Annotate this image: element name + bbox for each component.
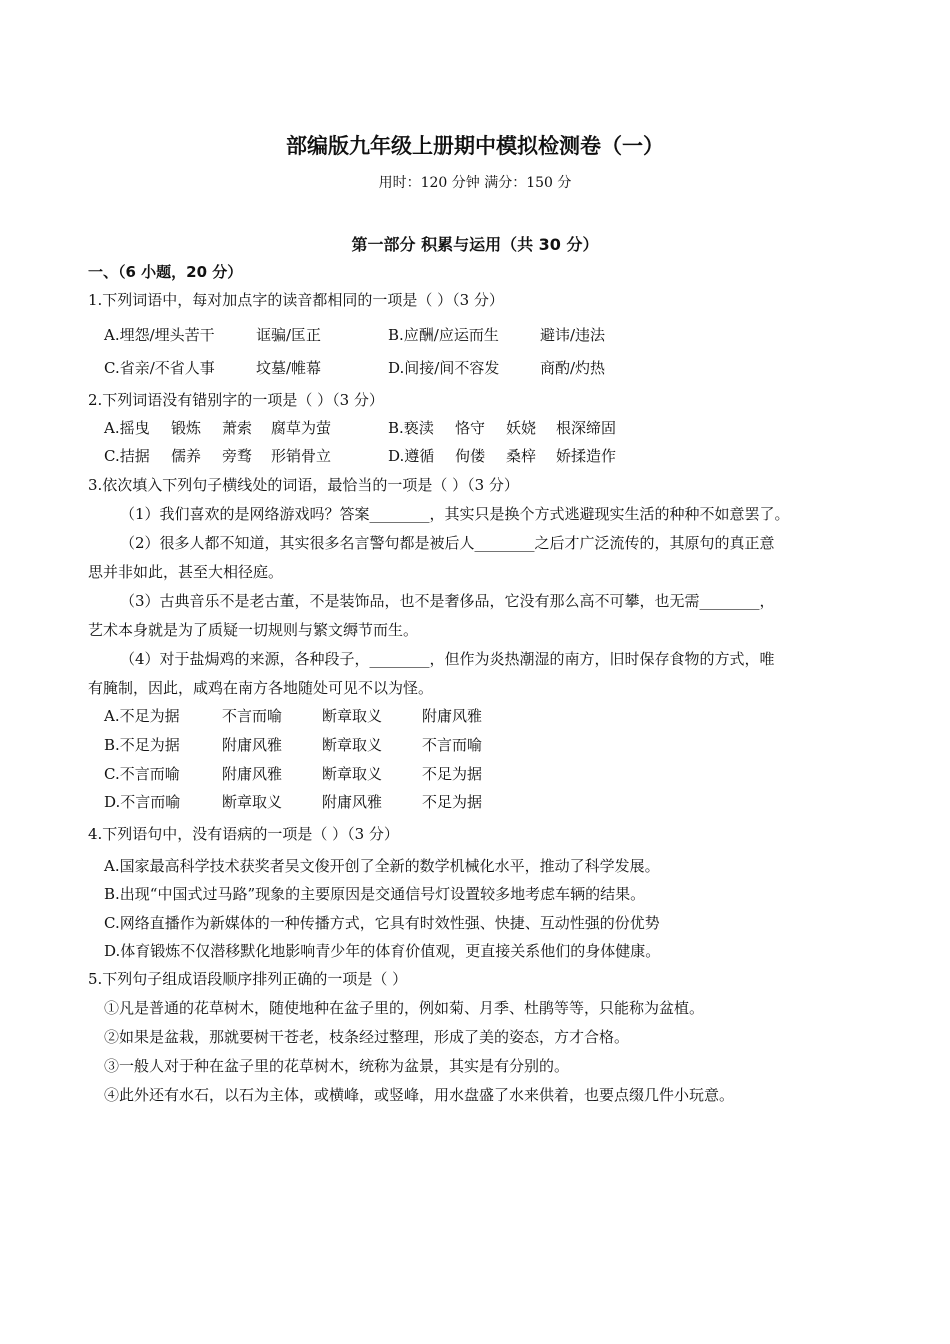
- q2-option-c-3: 旁骛: [222, 447, 253, 465]
- q3-sentence-4: （4）对于盐焗鸡的来源，各种段子，________，但作为炎热潮湿的南方，旧时保存食物的方式，唯: [120, 650, 775, 668]
- q1-option-a-word2: 诓骗/匡正: [256, 326, 322, 344]
- q3-option-c-2: 附庸风雅: [222, 765, 283, 783]
- q5-sentence-1: ①凡是普通的花草树木，随使地种在盆子里的，例如菊、月季、杜鹃等等，只能称为盆植。: [104, 999, 705, 1017]
- q2-option-a-4: 腐草为萤: [271, 419, 332, 437]
- q1-option-b-word2: 避讳/违法: [540, 326, 606, 344]
- q2-option-b-1: B.亵渎: [388, 419, 434, 437]
- q2-option-d-3: 桑梓: [506, 447, 537, 465]
- q3-option-c-1: C.不言而喻: [104, 765, 180, 783]
- q3-option-c-3: 断章取义: [322, 765, 383, 783]
- question-5-stem: 5.下列句子组成语段顺序排列正确的一项是（ ）: [88, 970, 408, 988]
- q3-option-d-3: 附庸风雅: [322, 793, 383, 811]
- question-3-stem: 3.依次填入下列句子横线处的词语，最恰当的一项是（ ）（3 分）: [88, 476, 519, 494]
- q3-option-b-2: 附庸风雅: [222, 736, 283, 754]
- q5-sentence-2: ②如果是盆栽，那就要树干苍老，枝条经过整理，形成了美的姿态，方才合格。: [104, 1028, 630, 1046]
- q2-option-b-4: 根深缔固: [556, 419, 617, 437]
- q3-option-b-4: 不言而喻: [422, 736, 483, 754]
- q3-sentence-2-cont: 思并非如此，甚至大相径庭。: [88, 563, 284, 581]
- q3-sentence-4-cont: 有腌制，因此，咸鸡在南方各地随处可见不以为怪。: [88, 679, 434, 697]
- q3-option-a-2: 不言而喻: [222, 707, 283, 725]
- page-title: 部编版九年级上册期中模拟检测卷（一）: [286, 134, 664, 158]
- q2-option-d-4: 娇揉造作: [556, 447, 617, 465]
- q3-option-d-4: 不足为据: [422, 793, 483, 811]
- q3-option-d-2: 断章取义: [222, 793, 283, 811]
- q2-option-b-2: 恪守: [455, 419, 486, 437]
- q1-option-b: B.应酬/应运而生: [388, 326, 499, 344]
- q5-sentence-4: ④此外还有水石，以石为主体，或横峰，或竖峰，用水盘盛了水来供着，也要点缀几件小玩意。: [104, 1086, 735, 1104]
- q2-option-c-1: C.拮据: [104, 447, 150, 465]
- q4-option-b: B.出现“中国式过马路”现象的主要原因是交通信号灯设置较多地考虑车辆的结果。: [104, 885, 646, 903]
- q4-option-d: D.体育锻炼不仅潜移默化地影响青少年的体育价值观，更直接关系他们的身体健康。: [104, 942, 661, 960]
- q2-option-c-4: 形销骨立: [271, 447, 332, 465]
- q2-option-d-2: 佝偻: [455, 447, 486, 465]
- question-1-stem: 1.下列词语中，每对加点字的读音都相同的一项是（ ）（3 分）: [88, 291, 504, 309]
- q3-option-a-1: A.不足为据: [104, 707, 180, 725]
- q4-option-a: A.国家最高科学技术获奖者吴文俊开创了全新的数学机械化水平，推动了科学发展。: [104, 857, 660, 875]
- q3-option-c-4: 不足为据: [422, 765, 483, 783]
- exam-info: 用时：120 分钟 满分：150 分: [378, 175, 572, 191]
- q3-option-b-3: 断章取义: [322, 736, 383, 754]
- question-2-stem: 2.下列词语没有错别字的一项是（ ）（3 分）: [88, 391, 384, 409]
- q3-option-a-4: 附庸风雅: [422, 707, 483, 725]
- q1-option-d: D.间接/间不容发: [388, 359, 500, 377]
- q2-option-a-2: 锻炼: [171, 419, 202, 437]
- q1-option-d-word2: 商酌/灼热: [540, 359, 606, 377]
- q3-option-b-1: B.不足为据: [104, 736, 180, 754]
- part-heading: 第一部分 积累与运用（共 30 分）: [351, 235, 599, 254]
- q2-option-c-2: 儒养: [171, 447, 202, 465]
- q4-option-c: C.网络直播作为新媒体的一种传播方式，它具有时效性强、快捷、互动性强的份优势: [104, 914, 660, 932]
- q1-option-a: A.埋怨/埋头苦干: [104, 326, 215, 344]
- q2-option-d-1: D.遵循: [388, 447, 435, 465]
- q3-option-d-1: D.不言而喻: [104, 793, 181, 811]
- question-4-stem: 4.下列语句中，没有语病的一项是（ ）（3 分）: [88, 825, 399, 843]
- q1-option-c-word2: 坟墓/帷幕: [256, 359, 322, 377]
- q3-sentence-3: （3）古典音乐不是老古董，不是装饰品，也不是奢侈品，它没有那么高不可攀，也无需________，: [120, 592, 775, 610]
- q1-option-c: C.省亲/不省人事: [104, 359, 215, 377]
- q3-sentence-3-cont: 艺术本身就是为了质疑一切规则与繁文缛节而生。: [88, 621, 419, 639]
- q3-sentence-2: （2）很多人都不知道，其实很多名言警句都是被后人________之后才广泛流传的，其原句的真正意: [120, 534, 775, 552]
- q2-option-b-3: 妖娆: [506, 419, 537, 437]
- q2-option-a-3: 萧索: [222, 419, 253, 437]
- q2-option-a-1: A.摇曳: [104, 419, 150, 437]
- q5-sentence-3: ③一般人对于种在盆子里的花草树木，统称为盆景，其实是有分别的。: [104, 1057, 570, 1075]
- q3-sentence-1: （1）我们喜欢的是网络游戏吗？答案________，其实只是换个方式逃避现实生活的种种不如意罢了。: [120, 505, 790, 523]
- section-heading: 一、（6 小题，20 分）: [88, 263, 243, 281]
- q3-option-a-3: 断章取义: [322, 707, 383, 725]
